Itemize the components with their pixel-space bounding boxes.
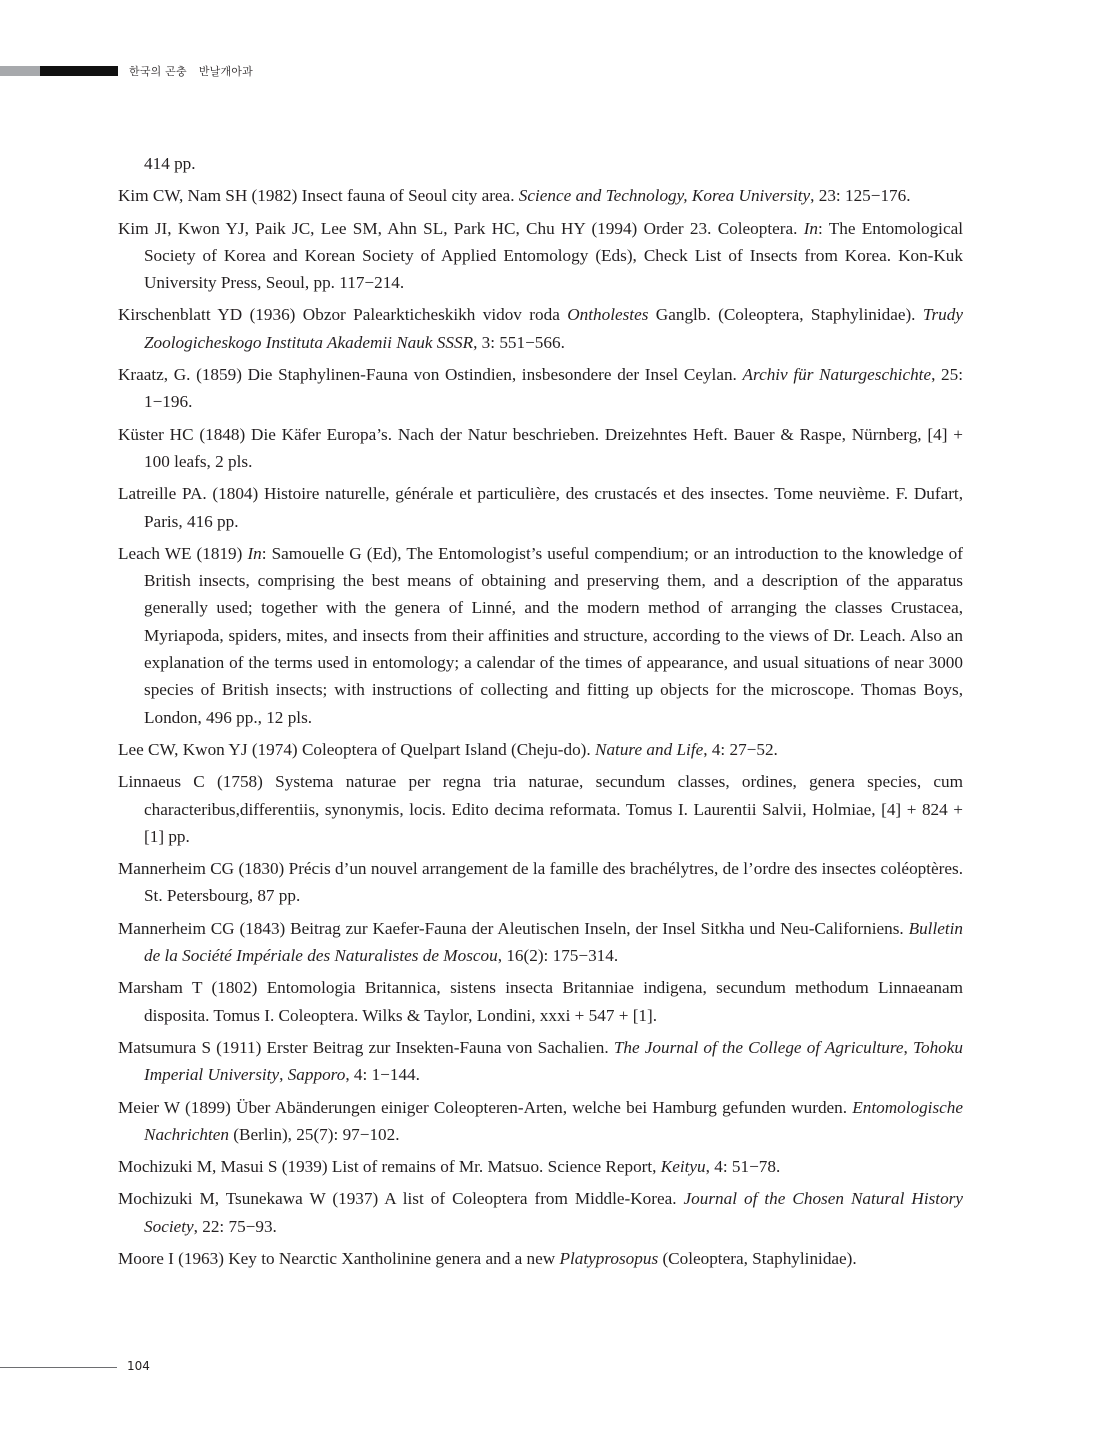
- reference-text: : Samouelle G (Ed), The Entomologist’s useful compendium; or an introduction to the knowledge of British insects, comprising the best means of obtaining and preserving them, and a description of the apparatus generally used; together with the genera of Linné, and the modern method of arranging the classes Crustacea, Myriapoda, spiders, mites, and insects from their affinities and structure, according to the views of Dr. Leach. Also an explanation of the terms used in entomology; a calendar of the times of appearance, and usual situations of near 3000 species of British insects; with instructions of collecting and fitting up objects for the microscope. Thomas Boys, London, 496 pp., 12 pls.: [144, 543, 964, 727]
- reference-text: , 23: 125−176.: [810, 186, 911, 206]
- running-header: [129, 63, 253, 79]
- reference-text: Leach WE (1819): [118, 543, 248, 563]
- reference-entry: [118, 1245, 963, 1272]
- reference-italic-text: Keityu: [660, 1157, 706, 1177]
- reference-entry: [118, 421, 963, 476]
- reference-italic-text: Entomologische Nachrichten: [144, 1097, 963, 1144]
- chapter-title: 반날개아과: [198, 65, 253, 78]
- reference-entry: [118, 150, 963, 177]
- reference-text: Matsumura S (1911) Erster Beitrag zur Insekten-Fauna von Sachalien.: [118, 1037, 614, 1057]
- reference-text: , 4: 1−144.: [345, 1065, 420, 1085]
- reference-text: , 4: 51−78.: [705, 1157, 781, 1177]
- reference-text: Kim CW, Nam SH (1982) Insect fauna of Seoul city area.: [118, 186, 519, 206]
- reference-italic-text: Journal of the Chosen Natural History Society: [144, 1189, 963, 1236]
- reference-text: Mochizuki M, Tsunekawa W (1937) A list of Coleoptera from Middle-Korea.: [118, 1189, 684, 1209]
- reference-entry: [118, 540, 963, 731]
- reference-text: Meier W (1899) Über Abänderungen einiger Coleopteren-Arten, welche bei Hamburg gefunden wurden.: [118, 1097, 853, 1117]
- reference-italic-text: In: [247, 543, 262, 563]
- reference-text: , 3: 551−566.: [473, 332, 565, 352]
- header-bar-black: [40, 66, 118, 76]
- reference-text: 414 pp.: [144, 154, 196, 173]
- reference-entry: [118, 974, 963, 1029]
- reference-italic-text: Ontholestes: [567, 305, 649, 325]
- reference-text: Mannerheim CG (1843) Beitrag zur Kaefer-Fauna der Aleutischen Inseln, der Insel Sitkha und Neu-Californiens.: [118, 918, 909, 938]
- reference-text: Küster HC (1848) Die Käfer Europa’s. Nach der Natur beschrieben. Dreizehntes Heft. Bauer & Raspe, Nürnberg, [4] + 100 leafs, 2 pls.: [118, 424, 963, 471]
- reference-text: , 25: 1−196.: [144, 365, 963, 412]
- reference-text: (Berlin), 25(7): 97−102.: [228, 1124, 400, 1144]
- reference-entry: [118, 1094, 963, 1149]
- reference-italic-text: In: [803, 218, 819, 238]
- reference-text: , 4: 27−52.: [703, 739, 778, 759]
- reference-text: Lee CW, Kwon YJ (1974) Coleoptera of Quelpart Island (Cheju-do).: [118, 739, 595, 759]
- reference-text: Ganglb. (Coleoptera, Staphylinidae).: [648, 305, 923, 325]
- reference-italic-text: Tohoku Imperial University: [144, 1037, 963, 1085]
- reference-text: ,: [903, 1037, 914, 1057]
- reference-text: Linnaeus C (1758) Systema naturae per regna tria naturae, secundum classes, ordines, genera species, cum characteribus,differentiis, synonymis, locis. Edito decima reformata. Tomus I. Laurentii Salvii, Holmiae, [4] + 824 + [1] pp.: [118, 772, 963, 846]
- reference-italic-text: Platyprosopus: [559, 1248, 659, 1268]
- reference-entry: [118, 915, 963, 970]
- footer-rule: [0, 1367, 117, 1368]
- reference-list: [118, 150, 963, 1277]
- reference-text: Latreille PA. (1804) Histoire naturelle, générale et particulière, des crustacés et des insectes. Tome neuvième. F. Dufart, Paris, 416 pp.: [118, 484, 963, 531]
- header-bar-gray: [0, 66, 40, 76]
- reference-italic-text: Science and Technology, Korea University: [518, 186, 811, 206]
- reference-text: Kraatz, G. (1859) Die Staphylinen-Fauna von Ostindien, insbesondere der Insel Ceylan.: [118, 365, 743, 385]
- reference-italic-text: The Journal of the College of Agriculture: [613, 1037, 904, 1057]
- reference-entry: [118, 361, 963, 416]
- reference-text: (Coleoptera, Staphylinidae).: [658, 1248, 857, 1268]
- reference-entry: [118, 1034, 963, 1089]
- reference-entry: [118, 480, 963, 535]
- reference-text: Mannerheim CG (1830) Précis d’un nouvel arrangement de la famille des brachélytres, de l’ordre des insectes coléoptères. St. Petersbourg, 87 pp.: [118, 859, 963, 906]
- reference-text: Mochizuki M, Masui S (1939) List of remains of Mr. Matsuo. Science Report,: [118, 1157, 661, 1177]
- reference-entry: [118, 768, 963, 850]
- reference-entry: [118, 215, 963, 297]
- reference-entry: [118, 1185, 963, 1240]
- reference-text: , 16(2): 175−314.: [497, 946, 619, 966]
- reference-text: Marsham T (1802) Entomologia Britannica, sistens insecta Britanniae indigena, secundum methodum Linnaeanam disposita. Tomus I. Coleoptera. Wilks & Taylor, Londini, xxxi + 547 + [1].: [118, 978, 963, 1025]
- page-number: 104: [127, 1359, 150, 1373]
- reference-text: , 22: 75−93.: [193, 1216, 277, 1236]
- reference-text: Kirschenblatt YD (1936) Obzor Palearkticheskikh vidov roda: [118, 305, 568, 325]
- reference-entry: [118, 182, 963, 209]
- reference-text: Moore I (1963) Key to Nearctic Xantholinine genera and a new: [118, 1248, 560, 1268]
- reference-text: : The Entomological Society of Korea and Korean Society of Applied Entomology (Eds), Check List of Insects from Korea. Kon-Kuk University Press, Seoul, pp. 117−214.: [144, 218, 963, 293]
- reference-italic-text: Bulletin de la Société Impériale des Naturalistes de Moscou: [144, 918, 963, 966]
- reference-italic-text: Sapporo: [287, 1065, 346, 1085]
- reference-entry: [118, 855, 963, 910]
- reference-text: ,: [279, 1065, 288, 1085]
- reference-text: Kim JI, Kwon YJ, Paik JC, Lee SM, Ahn SL, Park HC, Chu HY (1994) Order 23. Coleoptera.: [118, 218, 804, 238]
- reference-entry: [118, 1153, 963, 1180]
- reference-entry: [118, 301, 963, 356]
- reference-italic-text: Archiv für Naturgeschichte: [742, 365, 932, 385]
- reference-entry: [118, 736, 963, 763]
- reference-italic-text: Nature and Life: [595, 739, 704, 759]
- book-title: 한국의 곤충: [129, 65, 187, 78]
- reference-italic-text: Trudy Zoologicheskogo Instituta Akademii Nauk SSSR: [144, 305, 963, 352]
